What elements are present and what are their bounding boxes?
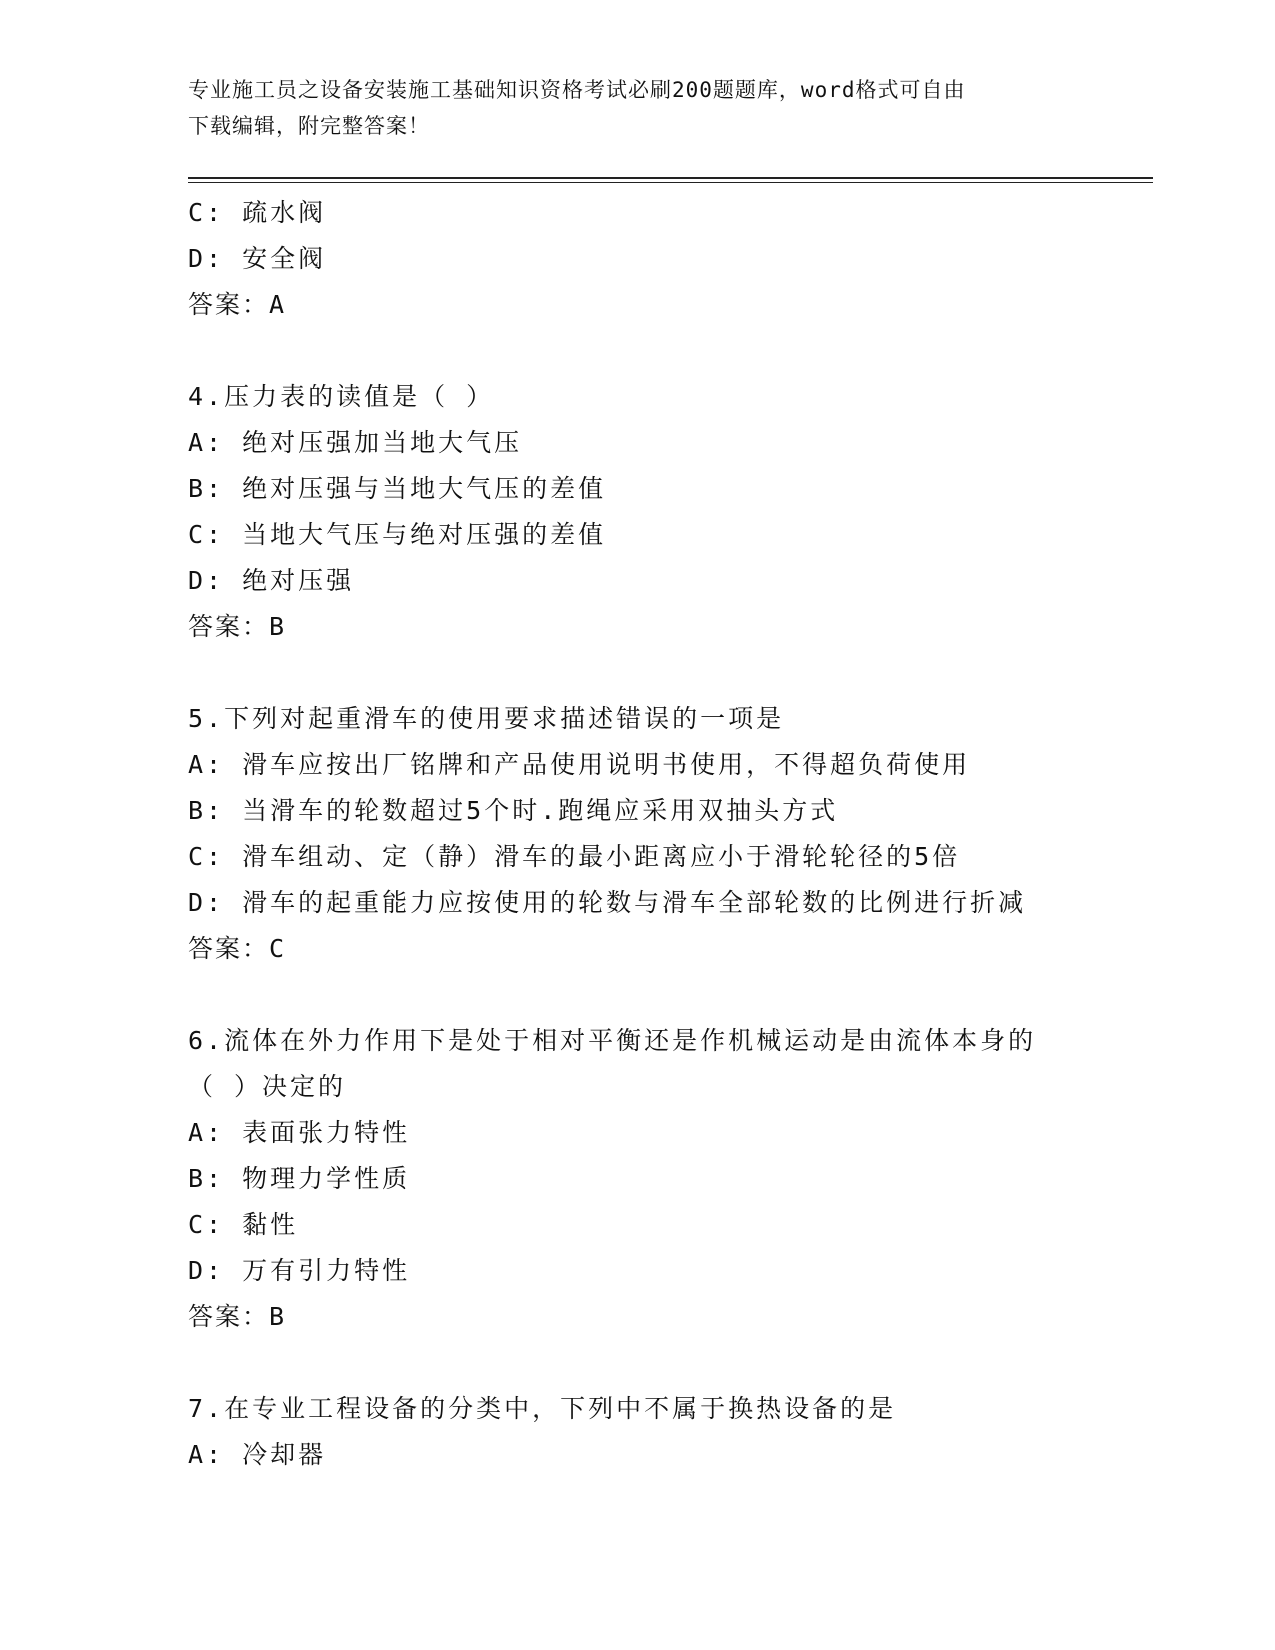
page-header [188, 72, 1068, 144]
spacer [188, 972, 1088, 1018]
q5-option-d: D: 滑车的起重能力应按使用的轮数与滑车全部轮数的比例进行折减 [188, 888, 1027, 917]
q4-answer: 答案：B [188, 612, 287, 641]
q6-stem-line-1: 6.流体在外力作用下是处于相对平衡还是作机械运动是由流体本身的 [188, 1026, 1037, 1055]
q5-option-a: A: 滑车应按出厂铭牌和产品使用说明书使用，不得超负荷使用 [188, 750, 971, 779]
q6-option-d: D: 万有引力特性 [188, 1256, 411, 1285]
q6-option-c: C: 黏性 [188, 1210, 299, 1239]
spacer [188, 1340, 1088, 1386]
spacer [188, 328, 1088, 374]
q4-option-b: B: 绝对压强与当地大气压的差值 [188, 474, 607, 503]
q3-answer: 答案：A [188, 290, 287, 319]
header-rule-thick [188, 177, 1153, 179]
q6-answer: 答案：B [188, 1302, 287, 1331]
header-line-2: 下载编辑，附完整答案！ [188, 114, 430, 138]
q7-option-a: A: 冷却器 [188, 1440, 327, 1469]
q4-option-a: A: 绝对压强加当地大气压 [188, 428, 523, 457]
q5-stem: 5.下列对起重滑车的使用要求描述错误的一项是 [188, 704, 785, 733]
question-list [188, 190, 1088, 1478]
q5-option-b: B: 当滑车的轮数超过5个时.跑绳应采用双抽头方式 [188, 796, 839, 825]
q6-stem-line-2: （ ）决定的 [188, 1072, 347, 1101]
q3-option-c: C: 疏水阀 [188, 198, 327, 227]
q4-stem: 4.压力表的读值是（ ） [188, 382, 495, 411]
q4-option-d: D: 绝对压强 [188, 566, 355, 595]
header-rule-thin [188, 182, 1153, 183]
spacer [188, 650, 1088, 696]
q3-option-d: D: 安全阀 [188, 244, 327, 273]
q5-option-c: C: 滑车组动、定（静）滑车的最小距离应小于滑轮轮径的5倍 [188, 842, 961, 871]
q4-option-c: C: 当地大气压与绝对压强的差值 [188, 520, 607, 549]
header-line-1: 专业施工员之设备安装施工基础知识资格考试必刷200题题库，word格式可自由 [188, 78, 966, 102]
q6-option-a: A: 表面张力特性 [188, 1118, 411, 1147]
q6-option-b: B: 物理力学性质 [188, 1164, 411, 1193]
q5-answer: 答案：C [188, 934, 287, 963]
q7-stem: 7.在专业工程设备的分类中，下列中不属于换热设备的是 [188, 1394, 897, 1423]
